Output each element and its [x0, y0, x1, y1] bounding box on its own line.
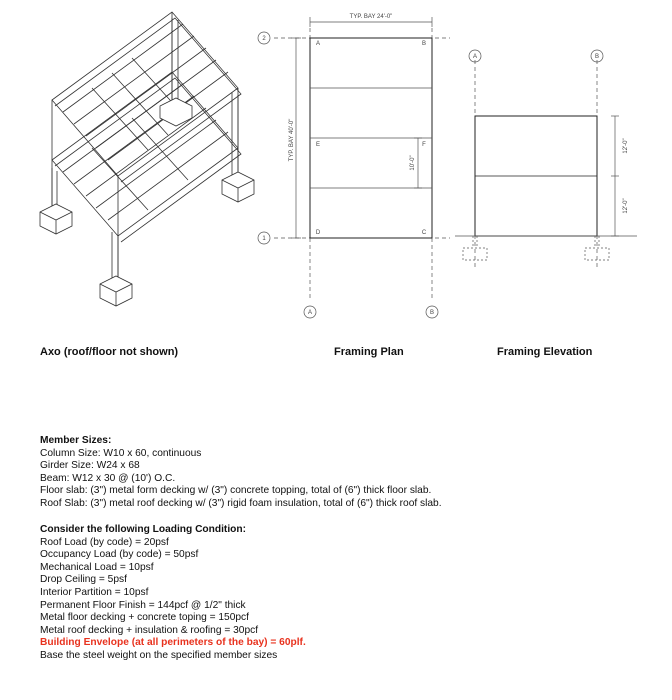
loading-item: Drop Ceiling = 5psf — [40, 574, 127, 586]
plan-grid-col-a: A — [307, 310, 313, 316]
axo-drawing — [0, 0, 260, 320]
elev-dim-upper: 12'-0" — [623, 138, 629, 154]
plan-inner-dimension: 10'-0" — [410, 155, 416, 171]
loading-footer: Base the steel weight on the specified member sizes — [40, 649, 278, 661]
elev-grid-col-a: A — [472, 54, 478, 60]
loading-item: Permanent Floor Finish = 144pcf @ 1/2" thick — [40, 599, 246, 611]
elevation-caption: Framing Elevation — [497, 346, 593, 358]
loading-section — [40, 524, 306, 663]
member-size-item: Roof Slab: (3") metal roof decking w/ (3") rigid foam insulation, total of (6") thick roof slab. — [40, 497, 442, 509]
plan-point-f: F — [422, 142, 426, 148]
member-sizes-section — [40, 435, 442, 511]
loading-heading: Consider the following Loading Condition: — [40, 524, 246, 535]
elev-dim-lower: 12'-0" — [623, 198, 629, 214]
member-size-item: Beam: W12 x 30 @ (10') O.C. — [40, 472, 176, 484]
elev-grid-col-b: B — [594, 54, 600, 60]
loading-item: Metal roof decking + insulation & roofing = 30pcf — [40, 624, 259, 636]
loading-item: Roof Load (by code) = 20psf — [40, 536, 169, 548]
loading-item: Mechanical Load = 10psf — [40, 561, 154, 573]
member-sizes-heading: Member Sizes: — [40, 435, 112, 446]
loading-item: Interior Partition = 10psf — [40, 586, 149, 598]
plan-point-e: E — [315, 142, 321, 148]
framing-plan — [250, 0, 450, 330]
building-envelope-highlight: Building Envelope (at all perimeters of the bay) = 60plf. — [40, 637, 306, 649]
plan-corner-a: A — [315, 41, 321, 47]
member-size-item: Column Size: W10 x 60, continuous — [40, 447, 202, 459]
plan-corner-d: D — [315, 230, 321, 236]
plan-caption: Framing Plan — [334, 346, 404, 358]
plan-corner-b: B — [421, 41, 427, 47]
framing-elevation — [455, 40, 672, 270]
axo-caption: Axo (roof/floor not shown) — [40, 346, 179, 358]
plan-grid-col-b: B — [429, 310, 435, 316]
plan-top-dimension: TYP. BAY 24'-0" — [349, 14, 393, 20]
plan-grid-row-2: 2 — [262, 36, 266, 42]
plan-corner-c: C — [421, 230, 427, 236]
plan-left-dimension: TYP. BAY 40'-0" — [289, 118, 295, 162]
member-size-item: Floor slab: (3") metal form decking w/ (3") concrete topping, total of (6") thick floor slab. — [40, 485, 432, 497]
loading-item: Occupancy Load (by code) = 50psf — [40, 549, 199, 561]
loading-item: Metal floor decking + concrete toping = 150pcf — [40, 612, 249, 624]
member-size-item: Girder Size: W24 x 68 — [40, 460, 140, 472]
plan-grid-row-1: 1 — [262, 236, 266, 242]
